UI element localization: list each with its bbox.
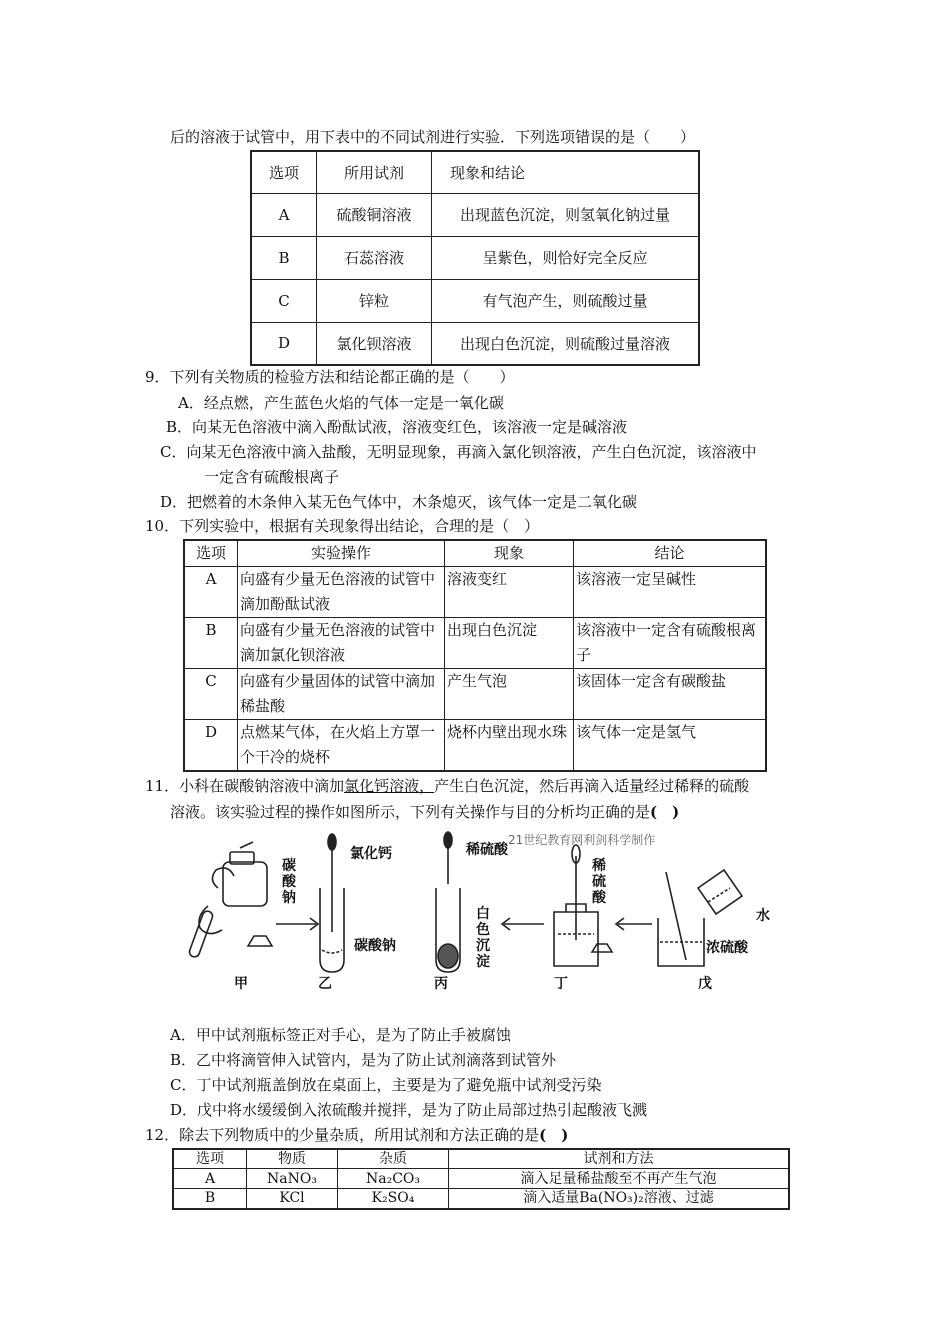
table-cell: 该溶液中一定含有硫酸根离子 xyxy=(574,618,767,669)
label-yi: 乙 xyxy=(318,976,332,992)
table-header-cell: 物质 xyxy=(247,1149,338,1169)
q11-stem-c: 溶液。该实验过程的操作如图所示，下列有关操作与目的分析均正确的是 xyxy=(170,803,651,821)
table-cell: 硫酸铜溶液 xyxy=(317,193,432,236)
q12-stem: 12．除去下列物质中的少量杂质，所用试剂和方法正确的是 xyxy=(145,1126,540,1144)
table-cell: D xyxy=(251,322,317,365)
q11-answer-paren: ( ) xyxy=(650,803,680,821)
table-cell: 向盛有少量无色溶液的试管中滴加氯化钡溶液 xyxy=(238,618,445,669)
q11-option-c: C．丁中试剂瓶盖倒放在桌面上，主要是为了避免瓶中试剂受污染 xyxy=(170,1076,602,1094)
q11-option-d: D．戊中将水缓缓倒入浓硫酸并搅拌，是为了防止局部过热引起酸液飞溅 xyxy=(170,1101,648,1119)
label-jia: 甲 xyxy=(234,976,248,992)
table-cell: 该固体一定含有碳酸盐 xyxy=(574,669,767,720)
q11-figure xyxy=(178,828,778,1000)
table-cell: 该气体一定是氢气 xyxy=(574,720,767,772)
q10-table xyxy=(183,539,767,772)
q11-stem-a: 11．小科在碳酸钠溶液中滴加 xyxy=(145,777,345,795)
table-cell: 氯化钡溶液 xyxy=(317,322,432,365)
table-cell: 向盛有少量固体的试管中滴加稀盐酸 xyxy=(238,669,445,720)
table-header-cell: 现象和结论 xyxy=(432,151,700,193)
table-row xyxy=(173,1189,789,1209)
q12-answer-paren: ( ) xyxy=(539,1126,569,1144)
table-cell: 点燃某气体，在火焰上方罩一个干冷的烧杯 xyxy=(238,720,445,772)
table-row xyxy=(184,720,766,772)
table-row xyxy=(251,236,699,279)
table-cell: A xyxy=(251,193,317,236)
q11-option-b: B．乙中将滴管伸入试管内，是为了防止试剂滴落到试管外 xyxy=(170,1051,557,1069)
q11-stem-line2 xyxy=(170,802,679,822)
q8-stem-tail: 后的溶液于试管中，用下表中的不同试剂进行实验．下列选项错误的是（ ） xyxy=(170,128,696,146)
table-header-cell: 实验操作 xyxy=(238,540,445,567)
table-cell: B xyxy=(173,1189,247,1209)
q8-table xyxy=(250,150,700,366)
label-na2co3: 碳酸钠 xyxy=(354,938,396,954)
table-cell: NaNO₃ xyxy=(247,1169,338,1189)
yi-apparatus-icon xyxy=(320,834,344,972)
table-header-cell: 现象 xyxy=(445,540,574,567)
q9-option-c: C．向某无色溶液中滴入盐酸，无明显现象，再滴入氯化钡溶液，产生白色沉淀，该溶液中 xyxy=(160,443,757,461)
table-row xyxy=(251,322,699,365)
table-cell: 烧杯内壁出现水珠 xyxy=(445,720,574,772)
table-cell: 溶液变红 xyxy=(445,567,574,618)
table-cell: 出现白色沉淀，则硫酸过量溶液 xyxy=(432,322,700,365)
label-cacl2: 氯化钙 xyxy=(350,846,392,862)
table-cell: 滴入适量Ba(NO₃)₂溶液、过滤 xyxy=(449,1189,790,1209)
table-cell: B xyxy=(184,618,238,669)
q9-option-b: B．向某无色溶液中滴入酚酞试液，溶液变红色，该溶液一定是碱溶液 xyxy=(166,418,628,436)
label-na2co3-vertical: 碳酸钠 xyxy=(282,858,296,906)
table-cell: B xyxy=(251,236,317,279)
jia-apparatus-icon xyxy=(188,842,272,958)
table-row xyxy=(173,1169,789,1189)
q10-stem: 10．下列实验中，根据有关现象得出结论，合理的是（ ） xyxy=(145,517,540,535)
table-header-cell: 试剂和方法 xyxy=(449,1149,790,1169)
label-ding: 丁 xyxy=(554,976,568,992)
table-row xyxy=(184,669,766,720)
table-header-cell: 选项 xyxy=(251,151,317,193)
table-row xyxy=(251,279,699,322)
table-header-row xyxy=(173,1149,789,1169)
label-conc-h2so4: 浓硫酸 xyxy=(706,940,748,956)
table-header-cell: 所用试剂 xyxy=(317,151,432,193)
table-cell: A xyxy=(173,1169,247,1189)
table-cell: C xyxy=(184,669,238,720)
table-cell: 滴入足量稀盐酸至不再产生气泡 xyxy=(449,1169,790,1189)
label-wu: 戊 xyxy=(698,976,712,992)
label-bing: 丙 xyxy=(434,976,448,992)
q9-option-d: D．把燃着的木条伸入某无色气体中，木条熄灭，该气体一定是二氧化碳 xyxy=(160,493,638,511)
table-cell: 产生气泡 xyxy=(445,669,574,720)
table-cell: Na₂CO₃ xyxy=(338,1169,449,1189)
q11-stem-underlined: 氯化钙溶液， xyxy=(344,777,435,795)
table-cell: C xyxy=(251,279,317,322)
table-header-cell: 结论 xyxy=(574,540,767,567)
table-cell: 该溶液一定呈碱性 xyxy=(574,567,767,618)
table-header-row xyxy=(184,540,766,567)
q12-table xyxy=(172,1148,790,1210)
table-cell: KCl xyxy=(247,1189,338,1209)
q12-stem-line xyxy=(145,1125,568,1145)
table-header-cell: 杂质 xyxy=(338,1149,449,1169)
table-cell: 锌粒 xyxy=(317,279,432,322)
table-cell: 向盛有少量无色溶液的试管中滴加酚酞试液 xyxy=(238,567,445,618)
table-cell: 石蕊溶液 xyxy=(317,236,432,279)
q11-stem-b: 产生白色沉淀，然后再滴入适量经过稀释的硫酸 xyxy=(434,777,750,795)
table-cell: 呈紫色，则恰好完全反应 xyxy=(432,236,700,279)
bing-apparatus-icon xyxy=(436,832,460,972)
table-row xyxy=(251,193,699,236)
label-dilute-h2so4-vertical: 稀硫酸 xyxy=(592,858,606,906)
table-cell: K₂SO₄ xyxy=(338,1189,449,1209)
table-cell: D xyxy=(184,720,238,772)
q9-stem: 9．下列有关物质的检验方法和结论都正确的是（ ） xyxy=(145,368,515,386)
label-water: 水 xyxy=(756,908,770,924)
q11-stem-line1 xyxy=(145,776,749,796)
label-dilute-h2so4: 稀硫酸 xyxy=(466,842,508,858)
q9-option-a: A．经点燃，产生蓝色火焰的气体一定是一氧化碳 xyxy=(178,394,504,412)
table-header-cell: 选项 xyxy=(184,540,238,567)
label-precipitate: 白色沉淀 xyxy=(476,906,490,970)
table-cell: A xyxy=(184,567,238,618)
watermark: 21世纪教育网利剑科学制作 xyxy=(508,833,656,847)
table-cell: 出现蓝色沉淀，则氢氧化钠过量 xyxy=(432,193,700,236)
table-header-cell: 选项 xyxy=(173,1149,247,1169)
table-cell: 出现白色沉淀 xyxy=(445,618,574,669)
q11-option-a: A．甲中试剂瓶标签正对手心，是为了防止手被腐蚀 xyxy=(170,1026,511,1044)
table-row xyxy=(184,567,766,618)
table-cell: 有气泡产生，则硫酸过量 xyxy=(432,279,700,322)
table-header-row xyxy=(251,151,699,193)
q9-option-c-cont: 一定含有硫酸根离子 xyxy=(204,468,340,486)
table-row xyxy=(184,618,766,669)
